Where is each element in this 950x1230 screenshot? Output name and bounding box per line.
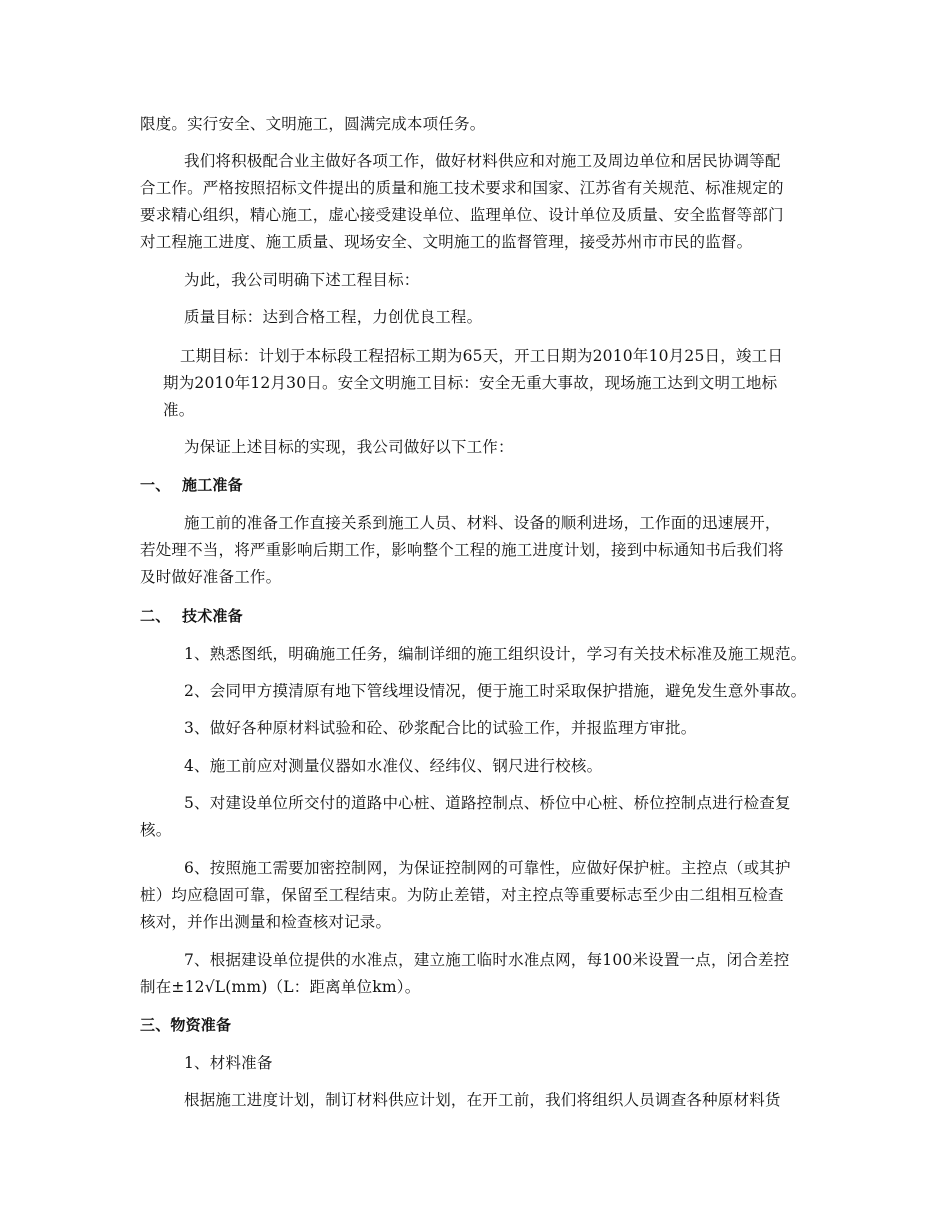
paragraph-line: 若处理不当，将严重影响后期工作，影响整个工程的施工进度计划，接到中标通知书后我们将 xyxy=(140,541,784,559)
list-item: 7、根据建设单位提供的水准点，建立施工临时水准点网，每100米设置一点，闭合差控 xyxy=(184,951,790,969)
list-item-continuation: 桩）均应稳固可靠，保留至工程结束。为防止差错，对主控点等重要标志至少由二组相互检查 xyxy=(140,886,784,904)
paragraph-line: 为保证上述目标的实现，我公司做好以下工作： xyxy=(184,438,514,456)
section-heading xyxy=(140,606,243,626)
list-item-continuation: 核对，并作出测量和检查核对记录。 xyxy=(140,913,392,931)
paragraph-line: 限度。实行安全、文明施工，圆满完成本项任务。 xyxy=(140,115,486,133)
list-item-continuation: 核。 xyxy=(140,821,172,839)
paragraph-line: 对工程施工进度、施工质量、现场安全、文明施工的监督管理，接受苏州市市民的监督。 xyxy=(140,233,753,251)
section-title: 技术准备 xyxy=(182,607,243,625)
paragraph-line: 要求精心组织，精心施工，虚心接受建设单位、监理单位、设计单位及质量、安全监督等部门 xyxy=(140,206,784,224)
paragraph-line: 施工前的准备工作直接关系到施工人员、材料、设备的顺利进场，工作面的迅速展开， xyxy=(184,514,781,532)
paragraph-line: 质量目标：达到合格工程，力创优良工程。 xyxy=(184,308,483,326)
list-item: 2、会同甲方摸清原有地下管线埋设情况，便于施工时采取保护措施，避免发生意外事故。 xyxy=(184,682,807,700)
paragraph-line: 准。 xyxy=(163,401,195,419)
list-item: 1、熟悉图纸，明确施工任务，编制详细的施工组织设计，学习有关技术标准及施工规范。 xyxy=(184,645,807,663)
paragraph-line: 及时做好准备工作。 xyxy=(140,568,282,586)
list-item: 6、按照施工需要加密控制网，为保证控制网的可靠性，应做好保护桩。主控点（或其护 xyxy=(184,859,791,877)
section-title: 施工准备 xyxy=(182,476,243,494)
paragraph-line: 期为2010年12月30日。安全文明施工目标：安全无重大事故，现场施工达到文明工地标 xyxy=(163,374,778,392)
list-item: 5、对建设单位所交付的道路中心桩、道路控制点、桥位中心桩、桥位控制点进行检查复 xyxy=(184,794,791,812)
list-item: 4、施工前应对测量仪器如水准仪、经纬仪、钢尺进行校核。 xyxy=(184,757,603,775)
section-number: 二、 xyxy=(140,607,171,625)
paragraph-line: 合工作。严格按照招标文件提出的质量和施工技术要求和国家、江苏省有关规范、标准规定的 xyxy=(140,179,784,197)
sub-heading: 1、材料准备 xyxy=(184,1054,273,1072)
paragraph-line: 为此，我公司明确下述工程目标： xyxy=(184,271,420,289)
list-item: 3、做好各种原材料试验和砼、砂浆配合比的试验工作，并报监理方审批。 xyxy=(184,719,697,737)
section-number: 一、 xyxy=(140,476,171,494)
paragraph-line: 我们将积极配合业主做好各项工作，做好材料供应和对施工及周边单位和居民协调等配 xyxy=(184,152,781,170)
section-heading xyxy=(140,475,243,495)
section-heading: 三、物资准备 xyxy=(140,1016,232,1034)
list-item-continuation: 制在±12√L(mm)（L：距离单位km）。 xyxy=(140,978,421,996)
paragraph-line: 工期目标：计划于本标段工程招标工期为65天，开工日期为2010年10月25日，竣工日 xyxy=(180,347,784,365)
paragraph-line: 根据施工进度计划，制订材料供应计划，在开工前，我们将组织人员调查各种原材料货 xyxy=(184,1091,781,1109)
